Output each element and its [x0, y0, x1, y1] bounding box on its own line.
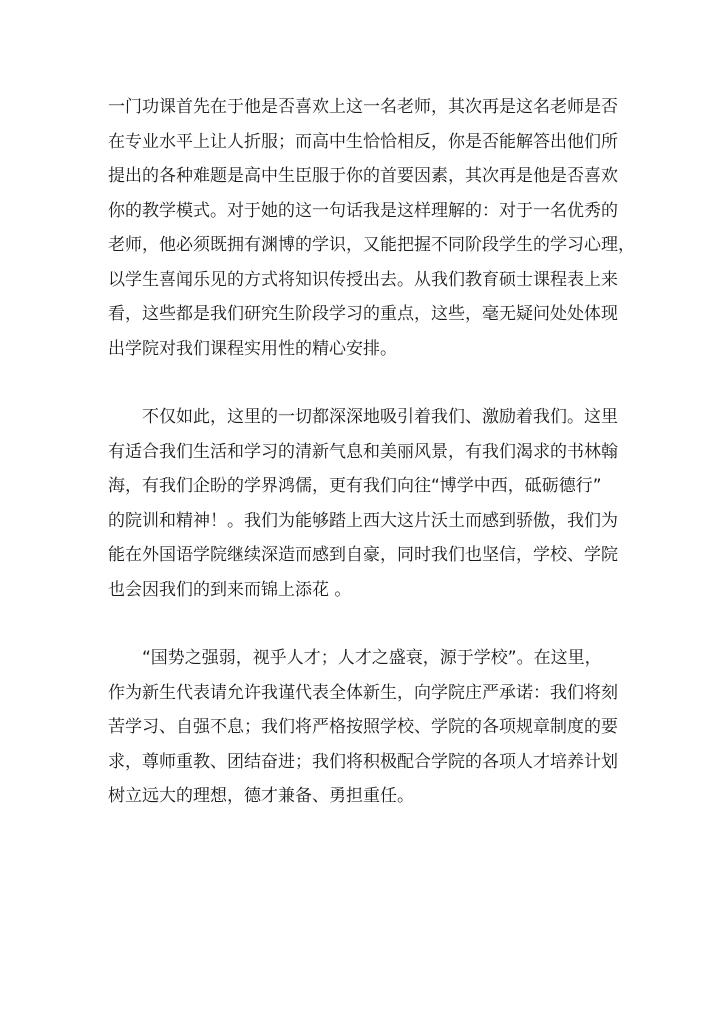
- text-line: 一门功课首先在于他是否喜欢上这一名老师，其次再是这名老师是否: [108, 97, 618, 117]
- text-line: 以学生喜闻乐见的方式将知识传授出去。从我们教育硕士课程表上来: [108, 269, 618, 290]
- text-line: 树立远大的理想，德才兼备、勇担重任。: [108, 786, 414, 806]
- paragraph-spacer: [108, 607, 614, 641]
- text-line: 海，有我们企盼的学界鸿儒，更有我们向往“博学中西，砥砺德行”: [108, 476, 602, 496]
- text-line: 不仅如此，这里的一切都深深地吸引着我们、激励着我们。这里: [108, 407, 618, 427]
- text-line: 老师，他必须既拥有渊博的学识，又能把握不同阶段学生的学习心理，: [108, 235, 635, 255]
- text-line: “国势之强弱，视乎人才；人才之盛衰，源于学校”。在这里，: [108, 648, 602, 668]
- text-line: 在专业水平上让人折服；而高中生恰恰相反，你是否能解答出他们所: [108, 131, 618, 152]
- text-line: 能在外国语学院继续深造而感到自豪，同时我们也坚信，学校、学院: [108, 545, 618, 565]
- text-line: 出学院对我们课程实用性的精心安排。: [108, 338, 397, 359]
- text-line: 看，这些都是我们研究生阶段学习的重点，这些，毫无疑问处处体现: [108, 304, 618, 324]
- text-line: 也会因我们的到来而锦上添花 。: [108, 579, 352, 600]
- paragraph-3: [108, 641, 618, 814]
- paragraph-spacer: [108, 366, 614, 400]
- paragraph-1: [108, 90, 635, 366]
- paragraph-2: [108, 400, 618, 607]
- text-line: 作为新生代表请允许我谨代表全体新生，向学院庄严承诺：我们将刻: [108, 682, 618, 703]
- text-line: 的院训和精神！。我们为能够踏上西大这片沃土而感到骄傲，我们为: [108, 510, 618, 531]
- text-line: 苦学习、自强不息；我们将严格按照学校、学院的各项规章制度的要: [108, 717, 618, 737]
- text-line: 提出的各种难题是高中生臣服于你的首要因素，其次再是他是否喜欢: [108, 166, 618, 186]
- text-line: 求，尊师重教、团结奋进；我们将积极配合学院的各项人才培养计划: [108, 751, 618, 772]
- text-line: 你的教学模式。对于她的这一句话我是这样理解的：对于一名优秀的: [108, 200, 618, 221]
- text-line: 有适合我们生活和学习的清新气息和美丽风景，有我们渴求的书林翰: [108, 441, 618, 462]
- document-page: [108, 90, 635, 814]
